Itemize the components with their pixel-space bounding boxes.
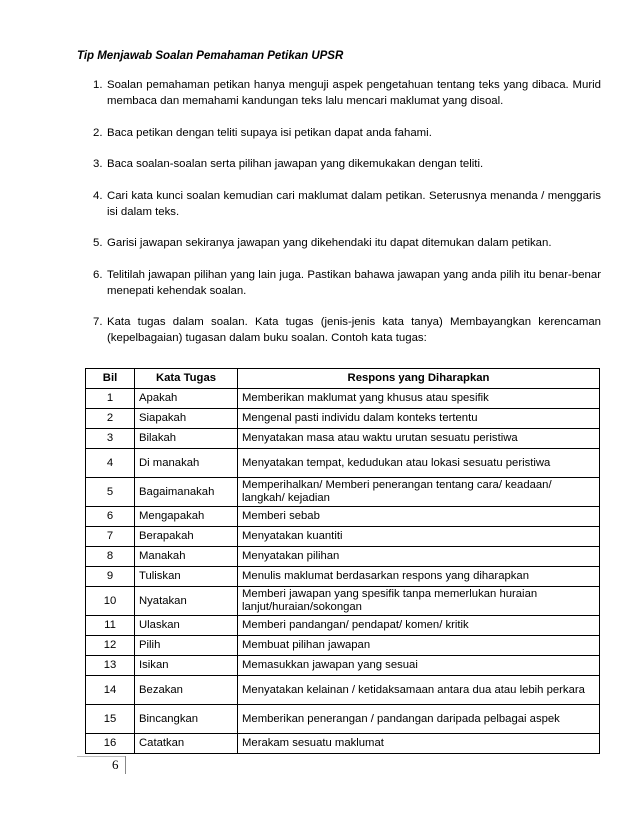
tip-number: 2. xyxy=(93,126,103,139)
cell-kata: Bincangkan xyxy=(135,705,238,734)
cell-bil: 8 xyxy=(86,547,135,567)
table-row xyxy=(86,409,600,429)
tip-number: 6. xyxy=(93,268,103,281)
cell-kata: Di manakah xyxy=(135,449,238,478)
header-respons: Respons yang Diharapkan xyxy=(238,369,600,389)
cell-kata: Apakah xyxy=(135,389,238,409)
tip-item xyxy=(77,267,601,299)
table-row xyxy=(86,734,600,754)
tip-item xyxy=(77,314,601,346)
tip-number: 1. xyxy=(93,79,103,91)
cell-bil: 1 xyxy=(86,389,135,409)
cell-kata: Ulaskan xyxy=(135,616,238,636)
cell-respons: Menyatakan tempat, kedudukan atau lokasi sesuatu peristiwa xyxy=(238,449,600,478)
cell-bil: 7 xyxy=(86,527,135,547)
table-row xyxy=(86,587,600,616)
table-row xyxy=(86,429,600,449)
table-row xyxy=(86,616,600,636)
cell-kata: Tuliskan xyxy=(135,567,238,587)
cell-bil: 3 xyxy=(86,429,135,449)
cell-kata: Catatkan xyxy=(135,734,238,754)
cell-bil: 12 xyxy=(86,636,135,656)
tip-item xyxy=(77,125,601,141)
table-row xyxy=(86,636,600,656)
header-bil: Bil xyxy=(86,369,135,389)
table-row xyxy=(86,389,600,409)
cell-respons: Memberikan penerangan / pandangan daripada pelbagai aspek xyxy=(238,705,600,734)
tip-text: Soalan pemahaman petikan hanya menguji aspek pengetahuan tentang teks yang dibaca. Murid membaca dan memahami kandungan teks lalu mencari maklumat yang disoal. xyxy=(107,79,601,107)
cell-bil: 10 xyxy=(86,587,135,616)
table-row xyxy=(86,656,600,676)
cell-bil: 14 xyxy=(86,676,135,705)
tip-number: 5. xyxy=(93,237,103,249)
cell-respons: Menyatakan kuantiti xyxy=(238,527,600,547)
tip-number: 3. xyxy=(93,158,103,170)
tip-item xyxy=(77,235,601,251)
tip-text: Kata tugas dalam soalan. Kata tugas (jenis-jenis kata tanya) Membayangkan kerencaman (kepelbagaian) tugasan dalam buku soalan. Contoh kata tugas: xyxy=(107,316,601,344)
cell-respons: Menyatakan masa atau waktu urutan sesuatu peristiwa xyxy=(238,429,600,449)
table-row xyxy=(86,527,600,547)
cell-respons: Memberi pandangan/ pendapat/ komen/ kritik xyxy=(238,616,600,636)
tip-text: Telitilah jawapan pilihan yang lain juga. Pastikan bahawa jawapan yang anda pilih itu benar-benar menepati kehendak soalan. xyxy=(107,268,601,297)
cell-kata: Mengapakah xyxy=(135,507,238,527)
cell-bil: 11 xyxy=(86,616,135,636)
cell-respons: Memperihalkan/ Memberi penerangan tentang cara/ keadaan/ langkah/ kejadian xyxy=(238,478,600,507)
cell-bil: 4 xyxy=(86,449,135,478)
cell-respons: Memasukkan jawapan yang sesuai xyxy=(238,656,600,676)
tip-item xyxy=(77,188,601,220)
table-row xyxy=(86,705,600,734)
tips-list xyxy=(77,77,601,362)
table-row xyxy=(86,676,600,705)
cell-kata: Berapakah xyxy=(135,527,238,547)
cell-respons: Menyatakan pilihan xyxy=(238,547,600,567)
kata-tugas-table xyxy=(85,368,600,754)
cell-respons: Memberikan maklumat yang khusus atau spesifik xyxy=(238,389,600,409)
cell-respons: Memberi sebab xyxy=(238,507,600,527)
cell-respons: Memberi jawapan yang spesifik tanpa memerlukan huraian lanjut/huraian/sokongan xyxy=(238,587,600,616)
tip-text: Baca soalan-soalan serta pilihan jawapan yang dikemukakan dengan teliti. xyxy=(107,158,484,170)
table-header-row xyxy=(86,369,600,389)
cell-bil: 5 xyxy=(86,478,135,507)
table-row xyxy=(86,507,600,527)
cell-bil: 13 xyxy=(86,656,135,676)
cell-kata: Bezakan xyxy=(135,676,238,705)
cell-respons: Membuat pilihan jawapan xyxy=(238,636,600,656)
cell-bil: 16 xyxy=(86,734,135,754)
tip-text: Baca petikan dengan teliti supaya isi petikan dapat anda fahami. xyxy=(107,126,432,139)
footer-divider xyxy=(125,756,126,774)
cell-kata: Manakah xyxy=(135,547,238,567)
cell-kata: Siapakah xyxy=(135,409,238,429)
cell-kata: Pilih xyxy=(135,636,238,656)
tip-number: 4. xyxy=(93,189,103,202)
cell-bil: 15 xyxy=(86,705,135,734)
table-row xyxy=(86,449,600,478)
cell-kata: Bilakah xyxy=(135,429,238,449)
cell-respons: Merakam sesuatu maklumat xyxy=(238,734,600,754)
page-title: Tip Menjawab Soalan Pemahaman Petikan UPSR xyxy=(77,50,344,62)
cell-bil: 6 xyxy=(86,507,135,527)
tip-number: 7. xyxy=(93,316,103,328)
cell-bil: 9 xyxy=(86,567,135,587)
tip-item xyxy=(77,156,601,172)
table-row xyxy=(86,478,600,507)
tip-text: Garisi jawapan sekiranya jawapan yang dikehendaki itu dapat ditemukan dalam petikan. xyxy=(107,237,552,249)
cell-respons: Menulis maklumat berdasarkan respons yang diharapkan xyxy=(238,567,600,587)
table-row xyxy=(86,547,600,567)
page-number: 6 xyxy=(112,757,119,772)
cell-kata: Nyatakan xyxy=(135,587,238,616)
tip-text: Cari kata kunci soalan kemudian cari maklumat dalam petikan. Seterusnya menanda / menggaris isi dalam teks. xyxy=(107,189,601,218)
cell-respons: Mengenal pasti individu dalam konteks tertentu xyxy=(238,409,600,429)
cell-respons: Menyatakan kelainan / ketidaksamaan antara dua atau lebih perkara xyxy=(238,676,600,705)
tip-item xyxy=(77,77,601,109)
cell-kata: Isikan xyxy=(135,656,238,676)
cell-kata: Bagaimanakah xyxy=(135,478,238,507)
table-row xyxy=(86,567,600,587)
cell-bil: 2 xyxy=(86,409,135,429)
header-kata-tugas: Kata Tugas xyxy=(135,369,238,389)
